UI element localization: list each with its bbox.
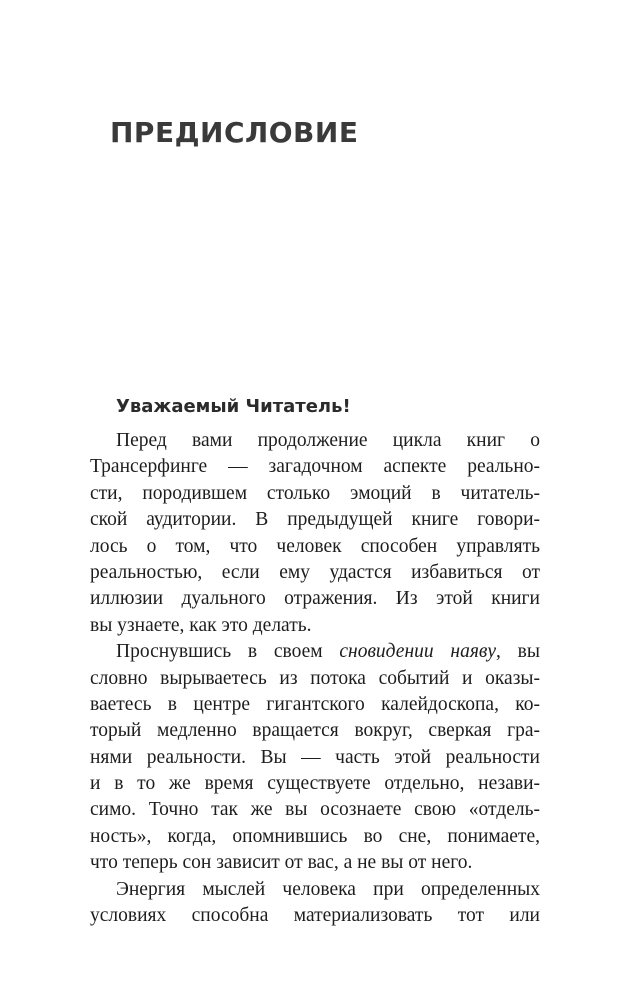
text-line: Трансерфинге — загадочном аспекте реально- (90, 456, 540, 478)
paragraph (90, 639, 540, 877)
text-line: лось о том, что человек способен управлять (90, 535, 540, 557)
body-text (90, 428, 540, 929)
text-line (90, 639, 540, 665)
text-line: реальностью, если ему удастся избавиться от (90, 561, 540, 583)
text-line: ность», когда, опомнившись во сне, понимаете, (90, 825, 540, 847)
paragraph (90, 877, 540, 930)
text-line: сти, породившем столько эмоций в читатель- (90, 482, 540, 504)
text-line: симо. Точно так же вы осознаете свою «отдель- (90, 799, 540, 821)
paragraph (90, 428, 540, 639)
text-line: торый медленно вращается вокруг, сверкая гра- (90, 720, 540, 742)
text-line: ваетесь в центре гигантского калейдоскопа, ко- (90, 693, 540, 715)
text-line: Энергия мыслей человека при определенных (116, 878, 540, 900)
text-run: Проснувшись в своем (116, 641, 340, 663)
text-line: вы узнаете, как это делать. (90, 614, 312, 636)
italic-emphasis: сновидении наяву (339, 641, 497, 663)
text-line: и в то же время существуете отдельно, незави- (90, 773, 540, 795)
text-line: Перед вами продолжение цикла книг о (116, 430, 540, 451)
text-line: ской аудитории. В предыдущей книге говори- (90, 509, 540, 531)
chapter-title: ПРЕДИСЛОВИЕ (110, 116, 359, 149)
text-line: нями реальности. Вы — часть этой реальности (90, 746, 540, 768)
text-line: условиях способна материализовать тот или (90, 905, 540, 927)
text-run: , вы (496, 641, 540, 663)
text-line: словно вырываетесь из потока событий и оказы- (90, 667, 540, 689)
text-line: иллюзии дуального отражения. Из этой книги (90, 588, 540, 610)
salutation: Уважаемый Читатель! (116, 396, 351, 417)
text-line: что теперь сон зависит от вас, а не вы от него. (90, 852, 473, 874)
